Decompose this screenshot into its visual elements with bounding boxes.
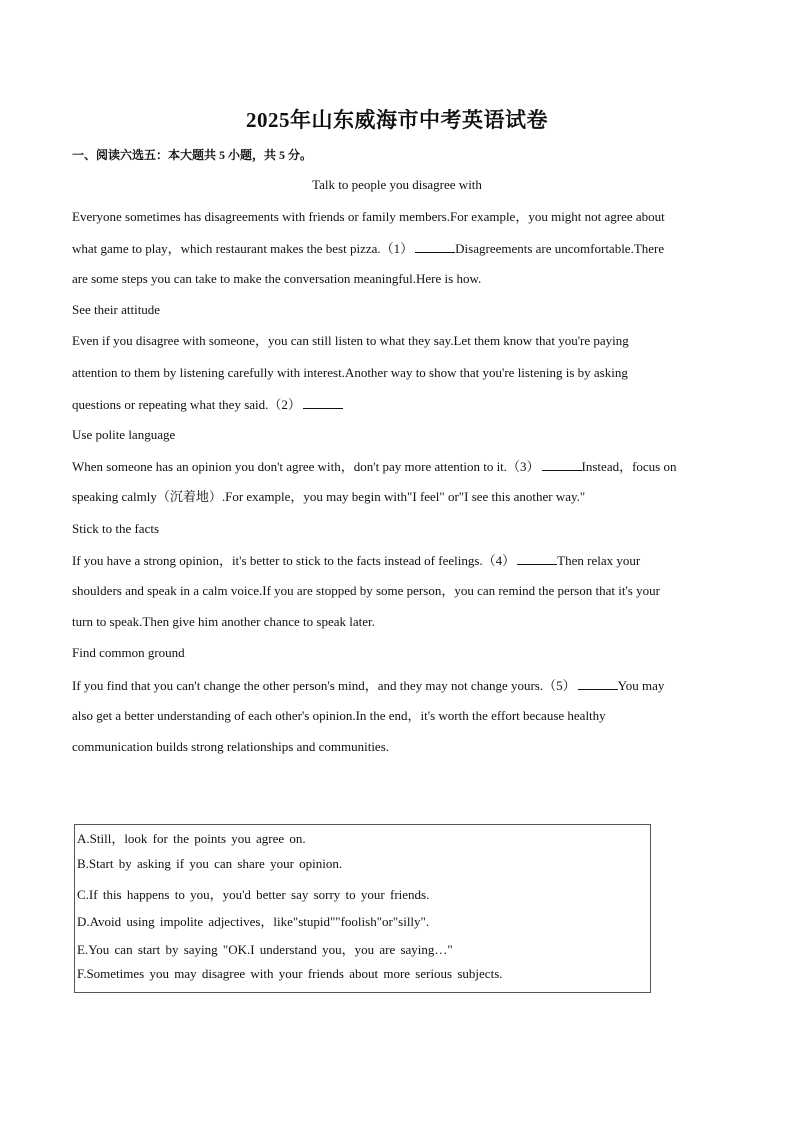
passage-line: [72, 458, 724, 475]
option-d: D.Avoid using impolite adjectives，like"stupid""foolish"or"silly".: [77, 914, 430, 929]
answer-blank-2[interactable]: [303, 396, 343, 409]
passage-title: Talk to people you disagree with: [312, 177, 482, 192]
passage-text: Instead，focus on: [581, 459, 677, 474]
option-b: B.Start by asking if you can share your opinion.: [77, 856, 343, 871]
option-c: C.If this happens to you，you'd better say sorry to your friends.: [77, 887, 430, 902]
passage-line: shoulders and speak in a calm voice.If you are stopped by some person，you can remind the person that it's your: [72, 583, 660, 598]
passage-line: attention to them by listening carefully with interest.Another way to show that you're listening is by asking: [72, 365, 628, 380]
passage-line: communication builds strong relationships and communities.: [72, 739, 390, 754]
passage-line: turn to speak.Then give him another chance to speak later.: [72, 614, 375, 629]
passage-line: [72, 240, 724, 257]
passage-text: what game to play，which restaurant makes the best pizza.（1）: [72, 241, 414, 256]
answer-blank-3[interactable]: [542, 458, 582, 471]
passage-line: [72, 396, 724, 413]
subheading-use-polite-language: Use polite language: [72, 427, 176, 442]
passage-line: Everyone sometimes has disagreements with friends or family members.For example，you might not agree about: [72, 209, 665, 224]
passage-text: If you find that you can't change the other person's mind，and they may not change yours.（5）: [72, 678, 576, 693]
passage-text: Then relax your: [557, 553, 641, 568]
passage-line: [72, 552, 724, 569]
passage-line: Even if you disagree with someone，you can still listen to what they say.Let them know that you're paying: [72, 333, 629, 348]
passage-line: are some steps you can take to make the conversation meaningful.Here is how.: [72, 271, 482, 286]
passage-text: When someone has an opinion you don't agree with，don't pay more attention to it.（3）: [72, 459, 540, 474]
passage-line: also get a better understanding of each other's opinion.In the end，it's worth the effort because healthy: [72, 708, 606, 723]
passage-line: speaking calmly（沉着地）.For example，you may begin with"I feel" or"I see this another way.": [72, 489, 586, 504]
subheading-find-common-ground: Find common ground: [72, 645, 185, 660]
options-box: [74, 824, 651, 993]
option-f: F.Sometimes you may disagree with your friends about more serious subjects.: [77, 966, 503, 981]
option-a: A.Still，look for the points you agree on.: [77, 831, 306, 846]
passage-text: Disagreements are uncomfortable.There: [455, 241, 665, 256]
subheading-stick-to-the-facts: Stick to the facts: [72, 521, 160, 536]
passage-text: questions or repeating what they said.（2）: [72, 397, 301, 412]
page-title: 2025年山东威海市中考英语试卷: [246, 108, 548, 132]
section-heading: 一、阅读六选五：本大题共 5 小题，共 5 分。: [72, 148, 313, 162]
answer-blank-4[interactable]: [517, 552, 557, 565]
option-e: E.You can start by saying "OK.I understand you，you are saying…": [77, 942, 453, 957]
passage-text: You may: [617, 678, 665, 693]
answer-blank-1[interactable]: [415, 240, 455, 253]
answer-blank-5[interactable]: [578, 677, 618, 690]
subheading-see-their-attitude: See their attitude: [72, 302, 161, 317]
passage-line: [72, 677, 724, 694]
passage-text: If you have a strong opinion，it's better to stick to the facts instead of feelings.（4）: [72, 553, 516, 568]
